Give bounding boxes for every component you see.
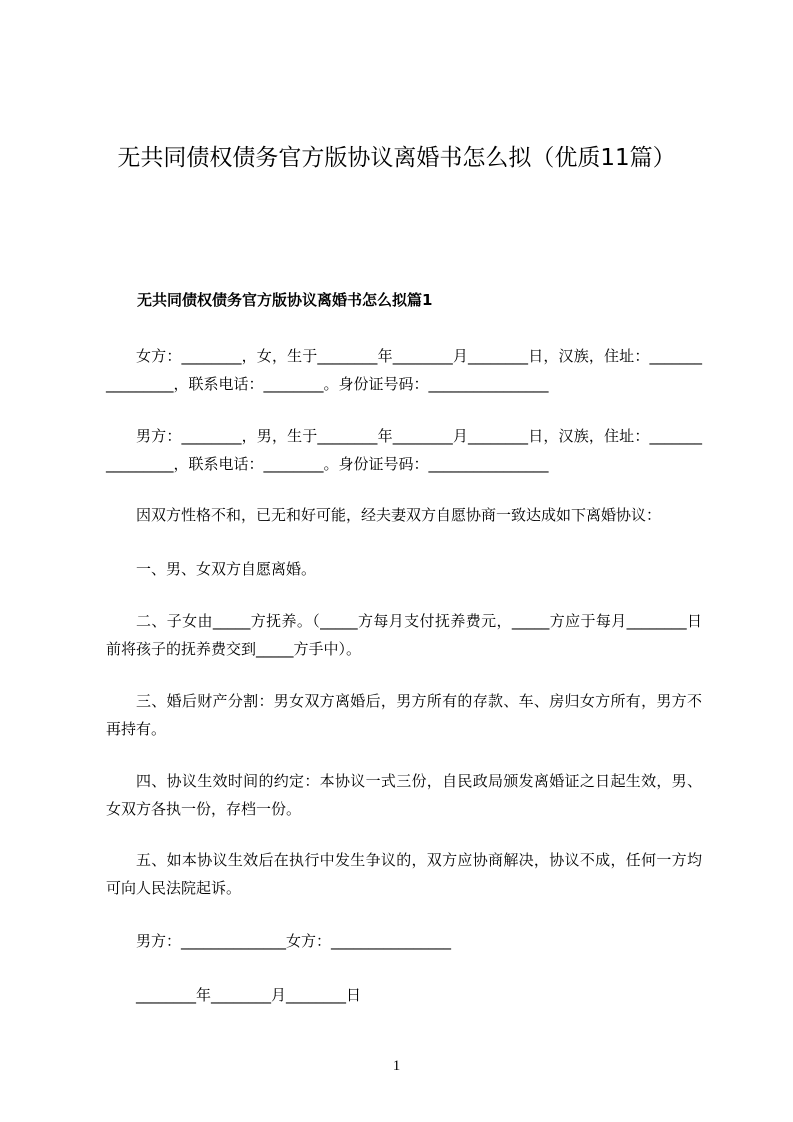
document-title: 无共同债权债务官方版协议离婚书怎么拟（优质11篇） xyxy=(117,145,676,171)
section-heading: 无共同债权债务官方版协议离婚书怎么拟篇1 xyxy=(137,291,433,309)
agreement-intro-paragraph: 因双方性格不和，已无和好可能，经夫妻双方自愿协商一致达成如下离婚协议： xyxy=(136,506,662,524)
clause-two-paragraph: 二、子女由_____方抚养。（_____方每月支付抚养费元，_____方应于每月________日前将孩子的抚养费交到_____方手中）。 xyxy=(106,612,702,658)
wife-info-paragraph: 女方：________，女，生于________年________月________日，汉族，住址：________________，联系电话：________。身份证号码：________________ xyxy=(106,347,702,393)
clause-four-paragraph: 四、协议生效时间的约定：本协议一式三份，自民政局颁发离婚证之日起生效，男、女双方各执一份，存档一份。 xyxy=(106,772,702,818)
clause-three-paragraph: 三、婚后财产分割：男女双方离婚后，男方所有的存款、车、房归女方所有，男方不再持有。 xyxy=(106,692,702,738)
signature-line: 男方：______________女方：________________ xyxy=(136,932,452,950)
clause-five-paragraph: 五、如本协议生效后在执行中发生争议的，双方应协商解决，协议不成，任何一方均可向人民法院起诉。 xyxy=(106,851,702,897)
date-line: ________年________月________日 xyxy=(136,986,362,1004)
clause-one-paragraph: 一、男、女双方自愿离婚。 xyxy=(136,560,317,578)
husband-info-paragraph: 男方：________，男，生于________年________月________日，汉族，住址：________________，联系电话：________。身份证号码：________________ xyxy=(106,427,702,473)
page-number: 1 xyxy=(392,1058,401,1074)
